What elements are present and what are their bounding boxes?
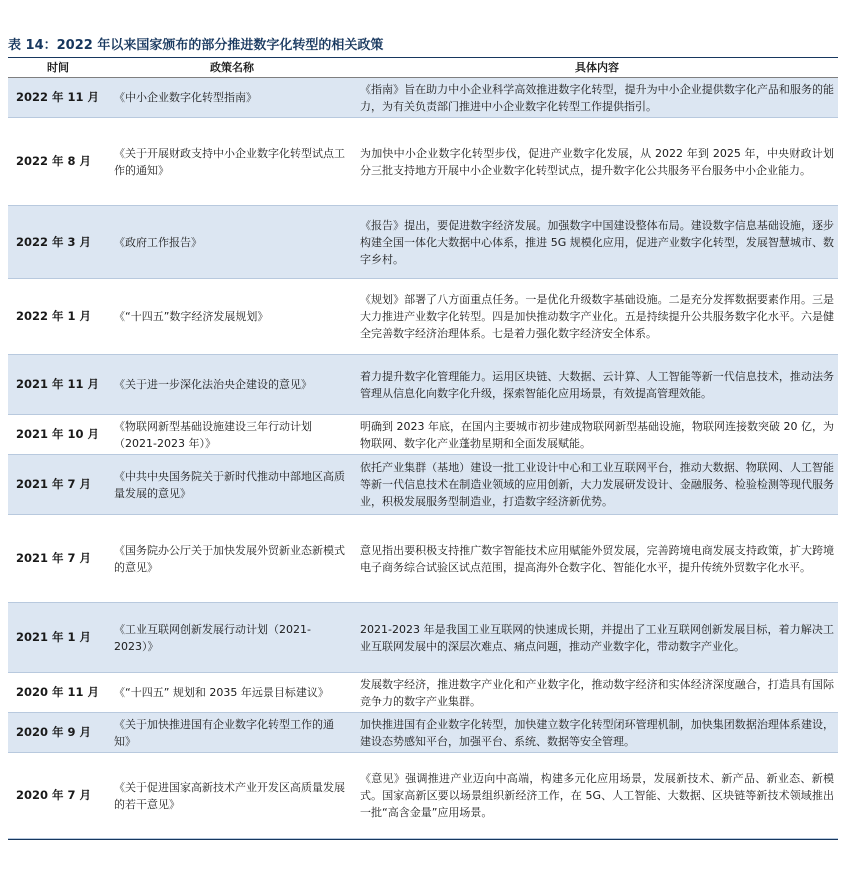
policy-name: 《物联网新型基础设施建设三年行动计划（2021-2023 年）》 (108, 415, 356, 455)
policy-content: 为加快中小企业数字化转型步伐，促进产业数字化发展，从 2022 年到 2025 年，中央财政计划分三批支持地方开展中小企业数字化转型试点，提升数字化公共服务平台服务中小企业能力。 (356, 118, 838, 206)
policy-time: 2021 年 10 月 (8, 415, 108, 455)
policy-time: 2022 年 8 月 (8, 118, 108, 206)
policy-name: 《“十四五” 规划和 2035 年远景目标建议》 (108, 673, 356, 713)
column-header-time: 时间 (8, 59, 108, 78)
title-rule (8, 57, 838, 58)
policy-content: 发展数字经济，推进数字产业化和产业数字化，推动数字经济和实体经济深度融合，打造具有国际竞争力的数字产业集群。 (356, 673, 838, 713)
policy-name: 《工业互联网创新发展行动计划（2021-2023）》 (108, 603, 356, 673)
table-row (8, 713, 838, 753)
policy-time: 2020 年 9 月 (8, 713, 108, 753)
table-row (8, 673, 838, 713)
policy-content: 2021-2023 年是我国工业互联网的快速成长期，并提出了工业互联网创新发展目标，着力解决工业互联网发展中的深层次难点、痛点问题，推动产业数字化，带动数字产业化。 (356, 603, 838, 673)
table-header-row (8, 59, 838, 78)
table-row (8, 515, 838, 603)
column-header-name: 政策名称 (108, 59, 356, 78)
policy-time: 2020 年 11 月 (8, 673, 108, 713)
table-row (8, 118, 838, 206)
policy-time: 2021 年 11 月 (8, 355, 108, 415)
table-row (8, 279, 838, 355)
table-row (8, 206, 838, 279)
policy-time: 2022 年 3 月 (8, 206, 108, 279)
table-row (8, 355, 838, 415)
policy-name: 《“十四五”数字经济发展规划》 (108, 279, 356, 355)
policy-content: 加快推进国有企业数字化转型，加快建立数字化转型闭环管理机制，加快集团数据治理体系建设，建设态势感知平台，加强平台、系统、数据等安全管理。 (356, 713, 838, 753)
policy-time: 2021 年 7 月 (8, 515, 108, 603)
policy-name: 《关于加快推进国有企业数字化转型工作的通知》 (108, 713, 356, 753)
policy-content: 明确到 2023 年底，在国内主要城市初步建成物联网新型基础设施，物联网连接数突破 20 亿，为物联网、数字化产业蓬勃星期和全面发展赋能。 (356, 415, 838, 455)
policy-content: 《指南》旨在助力中小企业科学高效推进数字化转型，提升为中小企业提供数字化产品和服务的能力，为有关负责部门推进中小企业数字化转型工作提供指引。 (356, 78, 838, 118)
table-row (8, 78, 838, 118)
policy-time: 2021 年 7 月 (8, 455, 108, 515)
policy-content: 意见指出要积极支持推广数字智能技术应用赋能外贸发展，完善跨境电商发展支持政策，扩大跨境电子商务综合试验区试点范围，提高海外仓数字化、智能化水平，提升传统外贸数字化水平。 (356, 515, 838, 603)
policy-time: 2022 年 11 月 (8, 78, 108, 118)
table-row (8, 603, 838, 673)
policy-name: 《关于促进国家高新技术产业开发区高质量发展的若干意见》 (108, 753, 356, 839)
policy-name: 《政府工作报告》 (108, 206, 356, 279)
policy-content: 《意见》强调推进产业迈向中高端，构建多元化应用场景，发展新技术、新产品、新业态、新模式。国家高新区要以场景组织新经济工作，在 5G、人工智能、大数据、区块链等新技术领域推出一批“高含金量”应用场景。 (356, 753, 838, 839)
policy-content: 《报告》提出，要促进数字经济发展。加强数字中国建设整体布局。建设数字信息基础设施，逐步构建全国一体化大数据中心体系，推进 5G 规模化应用，促进产业数字化转型，发展智慧城市、数字乡村。 (356, 206, 838, 279)
policy-name: 《中小企业数字化转型指南》 (108, 78, 356, 118)
policy-content: 依托产业集群（基地）建设一批工业设计中心和工业互联网平台，推动大数据、物联网、人工智能等新一代信息技术在制造业领域的应用创新，大力发展研发设计、金融服务、检验检测等现代服务业，积极发展服务型制造业，打造数字经济新优势。 (356, 455, 838, 515)
policy-table (8, 59, 838, 839)
table-row (8, 415, 838, 455)
policy-content: 着力提升数字化管理能力。运用区块链、大数据、云计算、人工智能等新一代信息技术，推动法务管理从信息化向数字化升级，探索智能化应用场景，有效提高管理效能。 (356, 355, 838, 415)
policy-time: 2022 年 1 月 (8, 279, 108, 355)
policy-time: 2020 年 7 月 (8, 753, 108, 839)
table-bottom-rule (8, 839, 838, 840)
table-title: 表 14：2022 年以来国家颁布的部分推进数字化转型的相关政策 (8, 38, 384, 53)
policy-name: 《关于进一步深化法治央企建设的意见》 (108, 355, 356, 415)
policy-time: 2021 年 1 月 (8, 603, 108, 673)
policy-content: 《规划》部署了八方面重点任务。一是优化升级数字基础设施。二是充分发挥数据要素作用。三是大力推进产业数字化转型。四是加快推动数字产业化。五是持续提升公共服务数字化水平。六是健全完善数字经济治理体系。七是着力强化数字经济安全体系。 (356, 279, 838, 355)
table-row (8, 455, 838, 515)
policy-name: 《中共中央国务院关于新时代推动中部地区高质量发展的意见》 (108, 455, 356, 515)
policy-name: 《国务院办公厅关于加快发展外贸新业态新模式的意见》 (108, 515, 356, 603)
table-row (8, 753, 838, 839)
policy-name: 《关于开展财政支持中小企业数字化转型试点工作的通知》 (108, 118, 356, 206)
column-header-content: 具体内容 (356, 59, 838, 78)
